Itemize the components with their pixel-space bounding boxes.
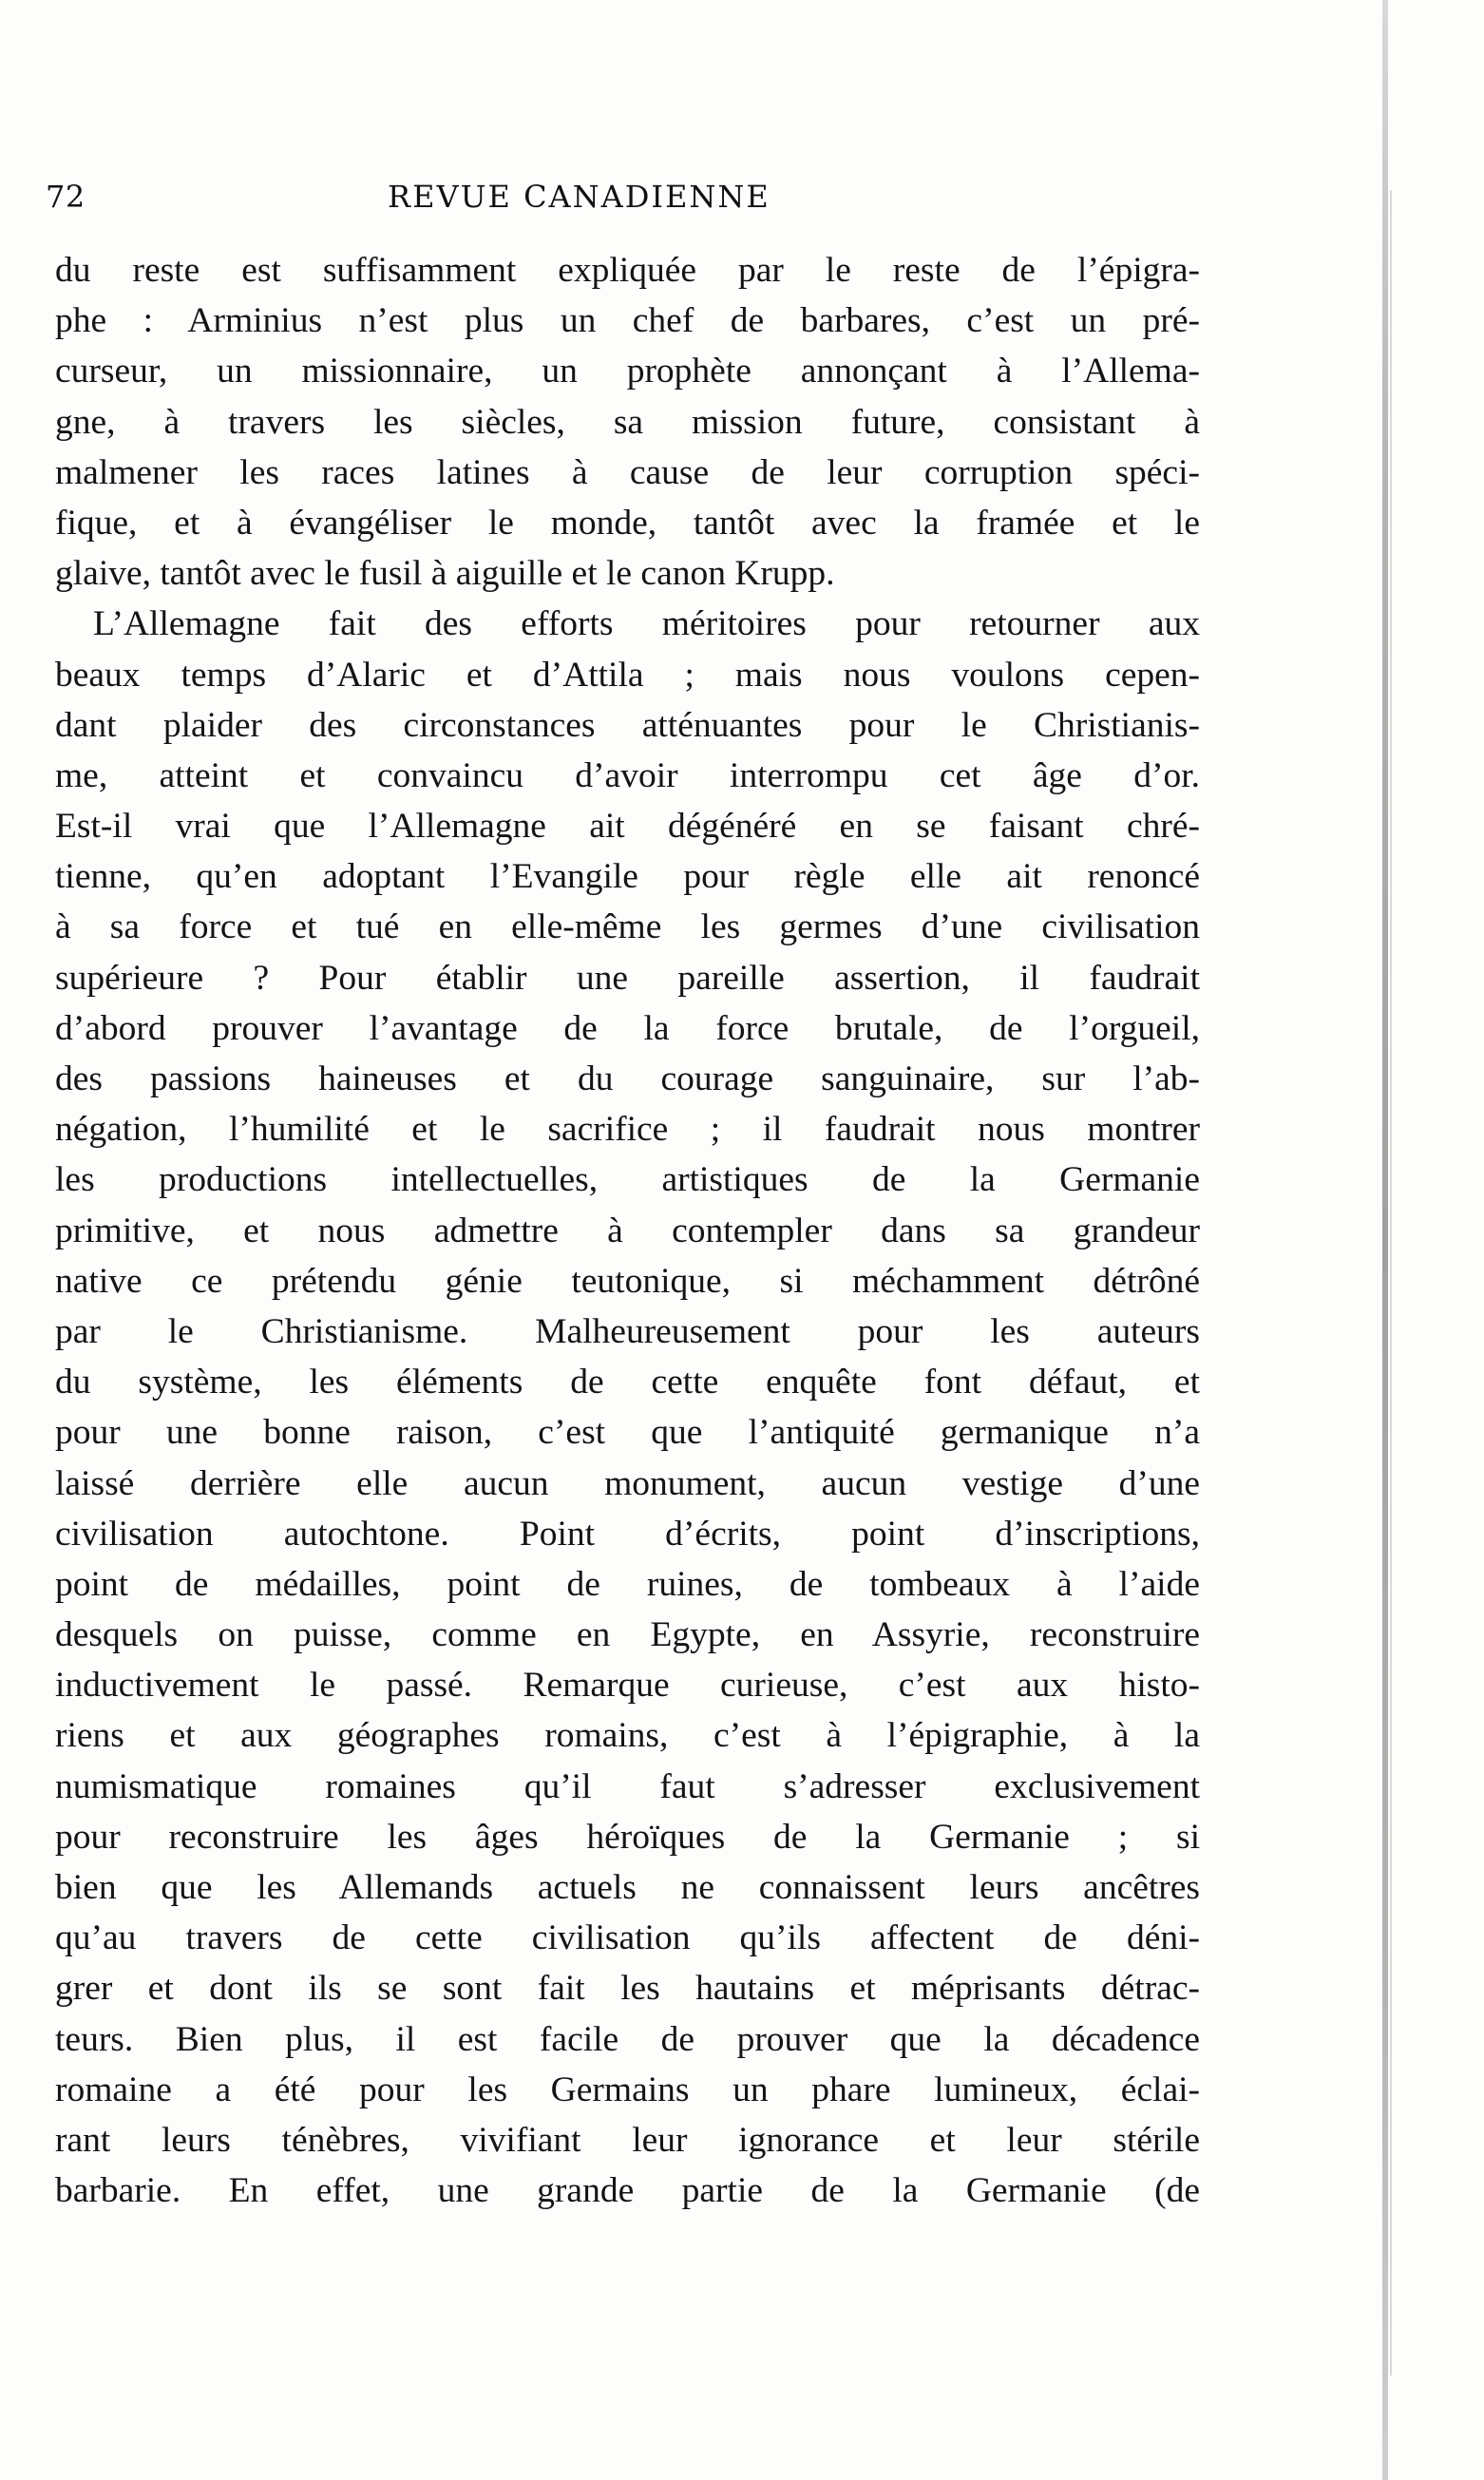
text-line: me, atteint et convaincu d’avoir interrompu cet âge d’or. (55, 755, 1200, 795)
text-line: négation, l’humilité et le sacrifice ; il faudrait nous montrer (55, 1110, 1200, 1150)
text-line: Est-il vrai que l’Allemagne ait dégénéré en se faisant chré- (55, 807, 1200, 847)
text-line: primitive, et nous admettre à contempler dans sa grandeur (55, 1211, 1200, 1250)
text-line: teurs. Bien plus, il est facile de prouver que la décadence (55, 2019, 1200, 2059)
text-line: barbarie. En effet, une grande partie de la Germanie (de (55, 2171, 1200, 2211)
text-line: L’Allemagne fait des efforts méritoires pour retourner aux (93, 604, 1200, 644)
text-line: point de médailles, point de ruines, de tombeaux à l’aide (55, 1564, 1200, 1604)
text-line: beaux temps d’Alaric et d’Attila ; mais nous voulons cepen- (55, 655, 1200, 695)
text-line: glaive, tantôt avec le fusil à aiguille et le canon Krupp. (55, 554, 835, 594)
text-line: les productions intellectuelles, artistiques de la Germanie (55, 1160, 1200, 1200)
text-line: du reste est suffisamment expliquée par le reste de l’épigra- (55, 251, 1200, 290)
text-line: tienne, qu’en adoptant l’Evangile pour règle elle ait renoncé (55, 857, 1200, 897)
text-line: du système, les éléments de cette enquête font défaut, et (55, 1363, 1200, 1402)
text-line: bien que les Allemands actuels ne connaissent leurs ancêtres (55, 1868, 1200, 1907)
running-title: REVUE CANADIENNE (388, 179, 771, 215)
text-line: qu’au travers de cette civilisation qu’ils affectent de déni- (55, 1918, 1200, 1958)
text-line: numismatique romaines qu’il faut s’adresser exclusivement (55, 1766, 1200, 1806)
page-number: 72 (46, 179, 86, 215)
page-binding-edge (1382, 0, 1388, 2480)
text-line: dant plaider des circonstances atténuantes pour le Christianis- (55, 705, 1200, 745)
text-line: malmener les races latines à cause de leur corruption spéci- (55, 452, 1200, 492)
text-line: fique, et à évangéliser le monde, tantôt avec la framée et le (55, 503, 1200, 543)
page-binding-shadow (1390, 190, 1392, 2375)
text-line: civilisation autochtone. Point d’écrits, point d’inscriptions, (55, 1514, 1200, 1554)
text-line: riens et aux géographes romains, c’est à l’épigraphie, à la (55, 1716, 1200, 1756)
text-line: laissé derrière elle aucun monument, aucun vestige d’une (55, 1463, 1200, 1503)
text-line: desquels on puisse, comme en Egypte, en Assyrie, reconstruire (55, 1615, 1200, 1655)
text-line: pour une bonne raison, c’est que l’antiquité germanique n’a (55, 1413, 1200, 1453)
text-line: romaine a été pour les Germains un phare lumineux, éclai- (55, 2070, 1200, 2109)
body-text (55, 245, 1200, 2216)
text-line: d’abord prouver l’avantage de la force brutale, de l’orgueil, (55, 1008, 1200, 1048)
text-line: pour reconstruire les âges héroïques de la Germanie ; si (55, 1817, 1200, 1857)
text-line: rant leurs ténèbres, vivifiant leur ignorance et leur stérile (55, 2120, 1200, 2160)
text-line: native ce prétendu génie teutonique, si méchamment détrôné (55, 1261, 1200, 1301)
text-line: gne, à travers les siècles, sa mission future, consistant à (55, 402, 1200, 442)
text-line: curseur, un missionnaire, un prophète annonçant à l’Allema- (55, 352, 1200, 391)
text-line: inductivement le passé. Remarque curieuse, c’est aux histo- (55, 1666, 1200, 1706)
text-line: phe : Arminius n’est plus un chef de barbares, c’est un pré- (55, 301, 1200, 341)
text-line: supérieure ? Pour établir une pareille assertion, il faudrait (55, 958, 1200, 998)
page-header (46, 179, 1200, 220)
text-line: par le Christianisme. Malheureusement pour les auteurs (55, 1311, 1200, 1351)
text-line: grer et dont ils se sont fait les hautains et méprisants détrac- (55, 1969, 1200, 2009)
text-line: des passions haineuses et du courage sanguinaire, sur l’ab- (55, 1059, 1200, 1098)
text-line: à sa force et tué en elle-même les germes d’une civilisation (55, 907, 1200, 947)
